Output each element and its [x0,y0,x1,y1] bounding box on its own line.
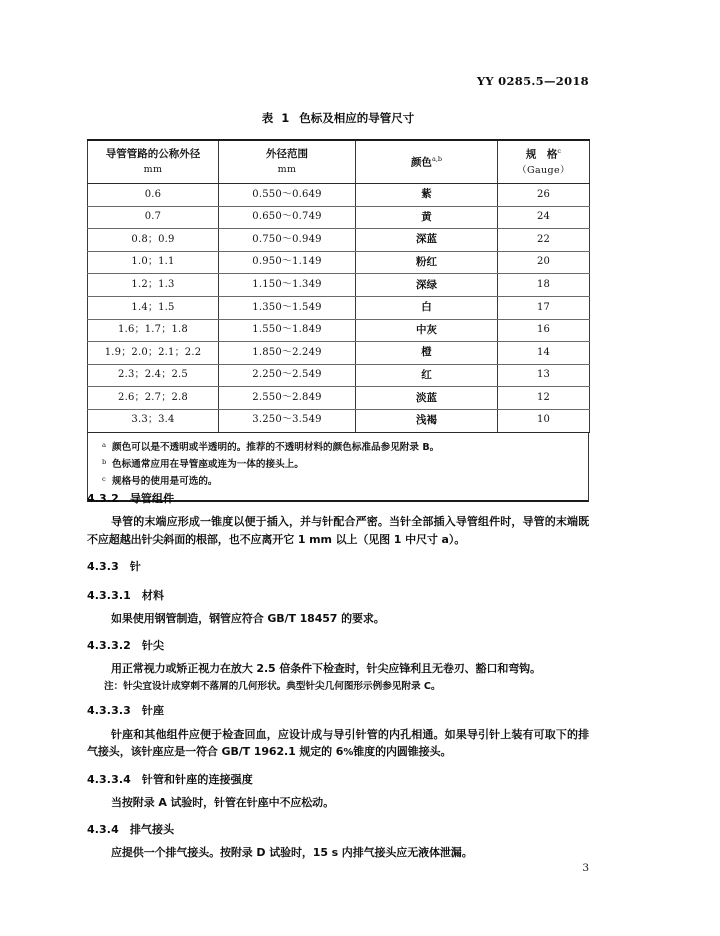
cell-gauge: 14 [498,342,590,365]
cell-od-range: 0.950～1.149 [219,251,356,274]
clause-title-4-3-3-4: 针管和针座的连接强度 [141,772,253,786]
table-row [88,342,590,365]
table-footnote-b-marker: b [102,457,107,466]
clause-body-4-3-3-4: 当按附录 A 试验时，针管在针座中不应松动。 [111,795,334,809]
clause-heading-4-3-3-2 [87,630,589,659]
cell-gauge: 24 [498,206,590,229]
table-row [88,296,590,319]
clause-heading-4-3-3-1 [87,580,589,609]
clause-body-4-3-2: 导管的末端应形成一锥度以便于插入，并与针配合严密。当针全部插入导管组件时，导管的末端既不应超越出针尖斜面的根部，也不应离开它 1 mm 以上（见图 1 中尺寸 a）。 [87,515,589,546]
cell-od-range: 3.250～3.549 [219,409,356,432]
column-header-gauge-title: 规 格 [525,148,558,161]
table-row [88,251,590,274]
clause-title-4-3-4: 排气接头 [129,822,175,836]
column-header-od-range-title: 外径范围 [266,148,308,160]
clause-body-4-3-3-3 [87,725,589,764]
clause-number-4-3-4: 4.3.4 [87,822,119,836]
cell-od-range: 1.850～2.249 [219,342,356,365]
clause-title-4-3-2: 导管组件 [129,492,175,505]
clause-body-4-3-4: 应提供一个排气接头。按附录 D 试验时，15 s 内排气接头应无液体泄漏。 [111,845,473,859]
clause-heading-4-3-3 [87,551,589,580]
table-row [88,364,590,387]
clause-number-4-3-3-4: 4.3.3.4 [87,772,131,786]
page-number: 3 [582,862,589,874]
column-header-color [356,140,498,184]
document-body [87,483,589,864]
table-footnote-a-text: 颜色可以是不透明或半透明的。推荐的不透明材料的颜色标准品参见附录 B。 [112,442,440,454]
table-footnote-b [88,457,588,474]
clause-body-4-3-3-3-part1: 针座和其他组件应便于检查回血，应设计成与导引针管的内孔相通。如果导引针上装有可取下的排气接头，该针座应是一符合 GB/T 1962.1 规定的 6 [87,727,589,759]
clause-number-4-3-2: 4.3.2 [87,492,119,505]
cell-nominal-od: 1.0；1.1 [88,251,219,274]
cell-color: 浅褐 [356,409,498,432]
clause-number-4-3-3: 4.3.3 [87,559,119,573]
column-header-color-title: 颜色 [410,156,432,169]
table-caption-title: 色标及相应的导管尺寸 [299,111,415,125]
cell-nominal-od: 1.2；1.3 [88,274,219,297]
clause-title-4-3-3-1: 材料 [141,589,165,602]
cell-color: 深绿 [356,274,498,297]
table-1-wrapper [87,139,589,502]
table-row [88,387,590,410]
clause-number-4-3-3-3: 4.3.3.3 [87,704,131,718]
cell-nominal-od: 3.3；3.4 [88,409,219,432]
table-footnote-c-text: 规格号的使用是可选的。 [112,476,218,488]
clause-number-4-3-3-1: 4.3.3.1 [87,589,131,602]
column-header-nominal-od-title: 导管管路的公称外径 [105,148,201,160]
cell-color: 红 [356,364,498,387]
cell-od-range: 1.550～1.849 [219,319,356,342]
clause-title-4-3-3-2: 针尖 [141,639,165,652]
clause-heading-4-3-3-3 [87,695,589,724]
clause-number-4-3-3-2: 4.3.3.2 [87,639,131,652]
cell-gauge: 17 [498,296,590,319]
cell-color: 紫 [356,184,498,207]
table-row [88,184,590,207]
clause-heading-4-3-2 [87,483,589,512]
column-header-od-range-unit: mm [277,164,297,176]
cell-gauge: 10 [498,409,590,432]
cell-color: 深蓝 [356,229,498,252]
table-row [88,229,590,252]
column-header-od-range [219,140,356,184]
cell-gauge: 16 [498,319,590,342]
cell-nominal-od: 0.6 [88,184,219,207]
clause-heading-4-3-3-4 [87,764,589,793]
cell-color: 粉红 [356,251,498,274]
cell-nominal-od: 1.9；2.0；2.1；2.2 [88,342,219,365]
cell-gauge: 22 [498,229,590,252]
table-footnote-a [88,440,588,457]
cell-nominal-od: 2.3；2.4；2.5 [88,364,219,387]
clause-body-4-3-3-2: 用正常视力或矫正视力在放大 2.5 倍条件下检查时，针尖应锋利且无卷刃、豁口和弯钩。 [111,662,541,676]
table-caption [87,110,589,126]
cell-gauge: 26 [498,184,590,207]
table-row [88,409,590,432]
cell-od-range: 2.250～2.549 [219,364,356,387]
clause-heading-4-3-4 [87,814,589,843]
footnote-marker-ab: a,b [431,154,443,163]
cell-od-range: 2.550～2.849 [219,387,356,410]
cell-od-range: 0.750～0.949 [219,229,356,252]
table-footnote-a-marker: a [102,440,107,449]
clause-note-4-3-3-2: 注：针尖宜设计成穿刺不落屑的几何形状。典型针尖几何图形示例参见附录 C。 [104,681,441,692]
cell-od-range: 0.550～0.649 [219,184,356,207]
document-header-standard-id: YY 0285.5—2018 [476,74,589,88]
clause-title-4-3-3: 针 [129,559,141,573]
cell-color: 橙 [356,342,498,365]
cell-nominal-od: 0.7 [88,206,219,229]
cell-nominal-od: 0.8；0.9 [88,229,219,252]
clause-title-4-3-3-3: 针座 [141,704,165,718]
footnote-marker-c: c [557,147,562,156]
cell-color: 淡蓝 [356,387,498,410]
cell-gauge: 18 [498,274,590,297]
clause-body-4-3-3-1: 如果使用钢管制造，钢管应符合 GB/T 18457 的要求。 [111,612,385,626]
cell-nominal-od: 2.6；2.7；2.8 [88,387,219,410]
column-header-nominal-od-unit: mm [143,164,163,176]
cell-color: 白 [356,296,498,319]
table-footnote-c-marker: c [102,474,106,483]
column-header-nominal-od [88,140,219,184]
cell-gauge: 13 [498,364,590,387]
table-caption-label: 表 [261,111,274,125]
cell-color: 黄 [356,206,498,229]
table-row [88,274,590,297]
column-header-gauge-unit: （Gauge） [517,164,570,176]
cell-gauge: 12 [498,387,590,410]
table-row [88,206,590,229]
table-color-code-catheter-sizes [87,139,590,433]
cell-nominal-od: 1.6；1.7；1.8 [88,319,219,342]
column-header-gauge [498,140,590,184]
conicity-fraction-glyph: % [343,747,354,759]
table-header [88,140,590,184]
cell-od-range: 1.350～1.549 [219,296,356,319]
table-footnote-b-text: 色标通常应用在导管座或连为一体的接头上。 [112,459,304,471]
cell-gauge: 20 [498,251,590,274]
table-body [88,184,590,433]
cell-od-range: 1.150～1.349 [219,274,356,297]
clause-body-4-3-3-3-part2: 锥度的内圆锥接头。 [353,745,452,759]
cell-nominal-od: 1.4；1.5 [88,296,219,319]
table-caption-number: 1 [281,111,290,125]
table-header-row [88,140,590,184]
cell-od-range: 0.650～0.749 [219,206,356,229]
cell-color: 中灰 [356,319,498,342]
table-row [88,319,590,342]
